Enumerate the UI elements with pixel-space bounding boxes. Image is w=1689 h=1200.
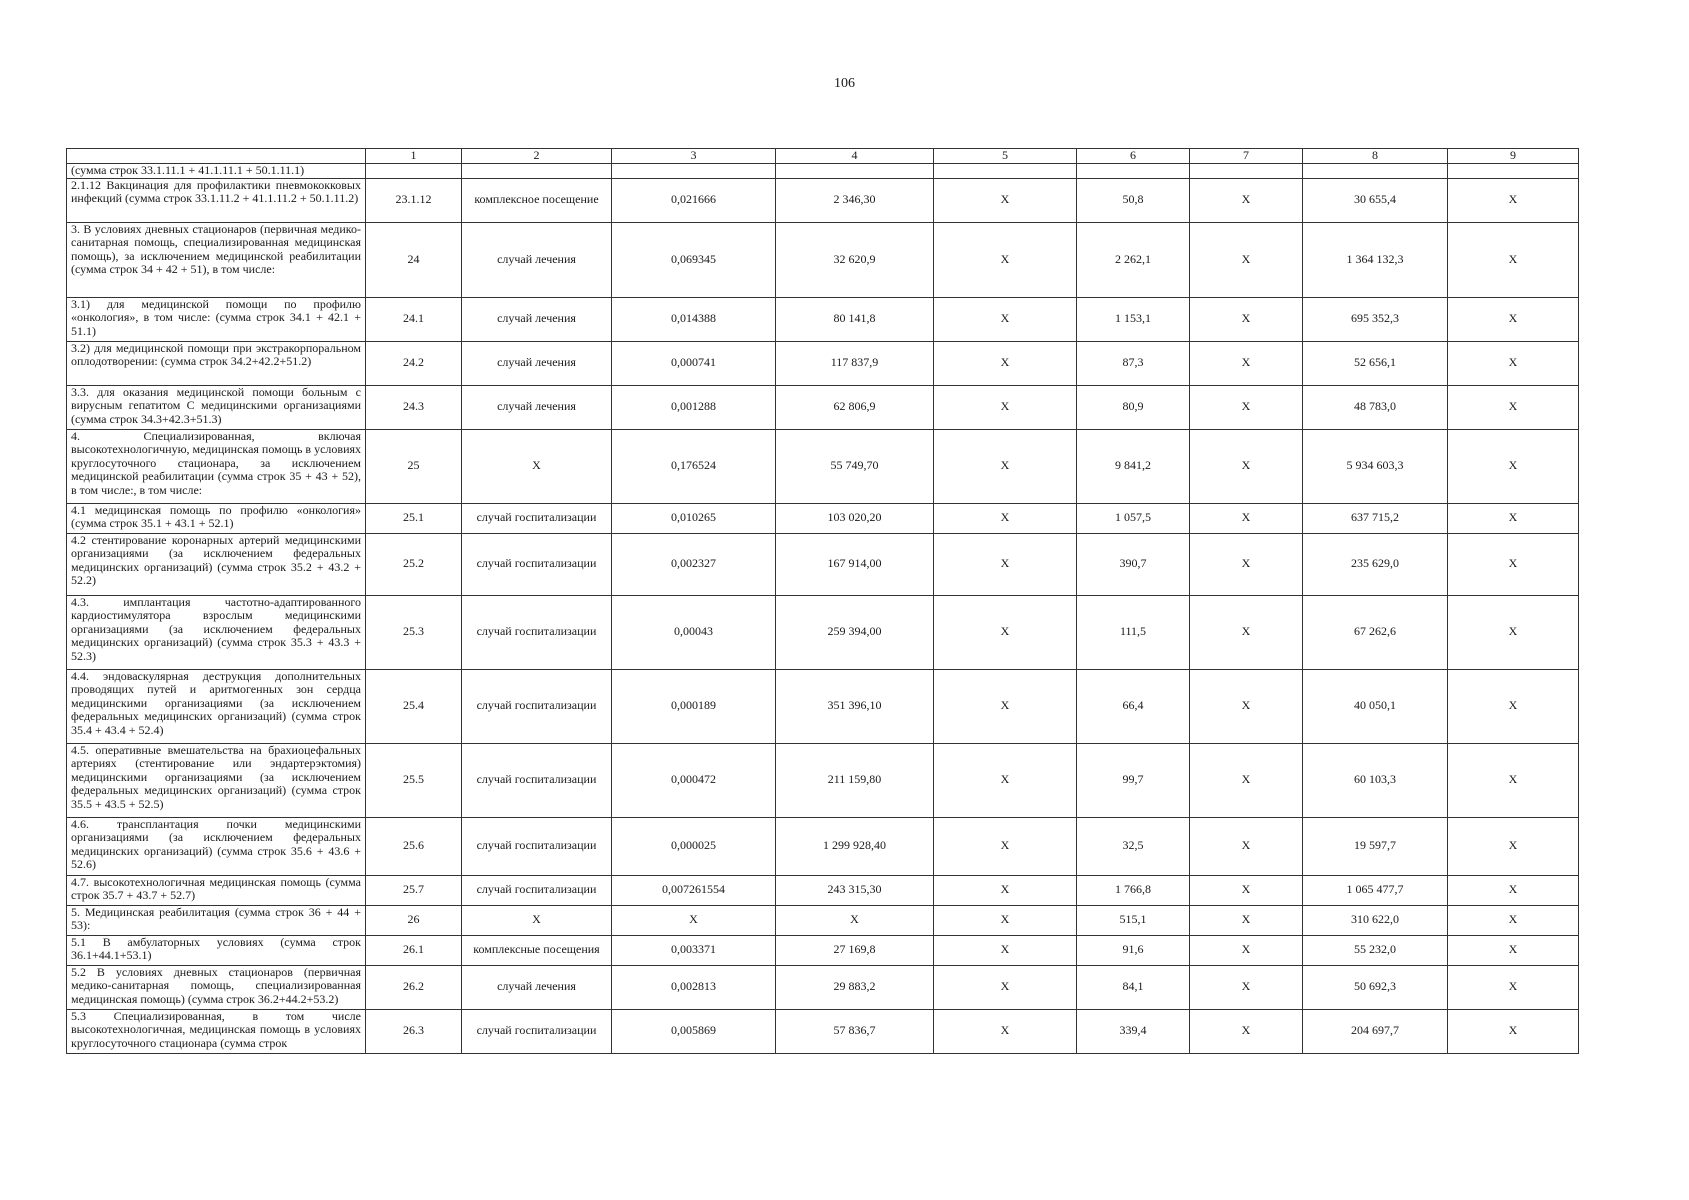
table-cell: X	[1448, 905, 1579, 935]
table-row	[67, 533, 1579, 595]
table-cell: X	[1190, 429, 1303, 503]
table-cell: 80 141,8	[776, 297, 934, 341]
table-cell: случай лечения	[462, 965, 612, 1009]
row-description: 5.1 В амбулаторных условиях (сумма строк 36.1+44.1+53.1)	[67, 935, 366, 965]
table-cell: 167 914,00	[776, 533, 934, 595]
table-cell: 48 783,0	[1303, 385, 1448, 429]
table-cell: 0,010265	[612, 503, 776, 533]
table-cell: X	[934, 935, 1077, 965]
table-cell: X	[1448, 341, 1579, 385]
table-cell: 204 697,7	[1303, 1009, 1448, 1053]
table-cell: X	[1190, 817, 1303, 875]
table-cell: 32,5	[1077, 817, 1190, 875]
row-description: 4.4. эндоваскулярная деструкция дополнительных проводящих путей и аритмогенных зон сердца медицинскими организациями (за исключением федеральных медицинских организаций) (сумма строк 35.4 + 43.4 + 52.4)	[67, 669, 366, 743]
table-cell: 24.3	[366, 385, 462, 429]
table-cell: 50 692,3	[1303, 965, 1448, 1009]
table-cell: X	[934, 905, 1077, 935]
table-row	[67, 595, 1579, 669]
table-cell: 26.1	[366, 935, 462, 965]
table-cell: 25.6	[366, 817, 462, 875]
table-cell: 25.3	[366, 595, 462, 669]
table-cell	[1190, 164, 1303, 179]
table-row	[67, 669, 1579, 743]
table-row	[67, 743, 1579, 817]
table-cell: X	[776, 905, 934, 935]
table-cell	[1303, 164, 1448, 179]
table-cell: 0,003371	[612, 935, 776, 965]
table-cell: X	[934, 669, 1077, 743]
column-header: 3	[612, 149, 776, 164]
row-description: 4.3. имплантация частотно-адаптированного кардиостимулятора взрослым медицинскими организациями (за исключением федеральных медицинских организаций) (сумма строк 35.3 + 43.3 + 52.3)	[67, 595, 366, 669]
table-cell: 695 352,3	[1303, 297, 1448, 341]
column-header	[67, 149, 366, 164]
table-cell: X	[1190, 178, 1303, 222]
table-cell: 1 766,8	[1077, 875, 1190, 905]
table-cell: случай лечения	[462, 341, 612, 385]
table-cell: X	[1190, 385, 1303, 429]
table-cell: 55 232,0	[1303, 935, 1448, 965]
table-cell: 1 364 132,3	[1303, 222, 1448, 297]
table-cell: X	[1448, 178, 1579, 222]
table-row	[67, 817, 1579, 875]
table-cell: 1 299 928,40	[776, 817, 934, 875]
table-row	[67, 385, 1579, 429]
table-cell: случай лечения	[462, 297, 612, 341]
table-cell	[776, 164, 934, 179]
row-description: 3.1) для медицинской помощи по профилю «онкология», в том числе: (сумма строк 34.1 + 42.1 + 51.1)	[67, 297, 366, 341]
row-description: 4. Специализированная, включая высокотехнологичную, медицинская помощь в условиях круглосуточного стационара, за исключением медицинской реабилитации (сумма строк 35 + 43 + 52), в том числе:, в том числе:	[67, 429, 366, 503]
table-cell: X	[1448, 222, 1579, 297]
column-header: 4	[776, 149, 934, 164]
column-header: 1	[366, 149, 462, 164]
table-cell: 32 620,9	[776, 222, 934, 297]
table-cell: 99,7	[1077, 743, 1190, 817]
table-cell: X	[1190, 743, 1303, 817]
table-cell: 66,4	[1077, 669, 1190, 743]
column-header: 8	[1303, 149, 1448, 164]
table-cell: X	[1448, 297, 1579, 341]
table-cell: случай лечения	[462, 385, 612, 429]
table-cell: X	[1190, 595, 1303, 669]
table-cell: X	[934, 297, 1077, 341]
table-cell: X	[934, 341, 1077, 385]
table-cell: 0,000025	[612, 817, 776, 875]
table-cell	[366, 164, 462, 179]
table-cell: 67 262,6	[1303, 595, 1448, 669]
table-cell	[1448, 164, 1579, 179]
table-cell: 60 103,3	[1303, 743, 1448, 817]
table-cell: 84,1	[1077, 965, 1190, 1009]
table-cell: 25.2	[366, 533, 462, 595]
table-cell: X	[1448, 595, 1579, 669]
table-cell: 243 315,30	[776, 875, 934, 905]
table-cell: 0,001288	[612, 385, 776, 429]
table-row	[67, 178, 1579, 222]
row-description: 3.3. для оказания медицинской помощи больным с вирусным гепатитом С медицинскими организациями (сумма строк 34.3+42.3+51.3)	[67, 385, 366, 429]
table-cell: X	[934, 965, 1077, 1009]
table-cell: 0,000189	[612, 669, 776, 743]
table-cell: X	[1190, 341, 1303, 385]
table-cell: X	[934, 178, 1077, 222]
table-row	[67, 965, 1579, 1009]
table-cell: X	[934, 503, 1077, 533]
table-cell: 0,014388	[612, 297, 776, 341]
table-cell: 0,00043	[612, 595, 776, 669]
table-cell: 62 806,9	[776, 385, 934, 429]
table-cell: X	[1448, 817, 1579, 875]
table-cell: случай госпитализации	[462, 533, 612, 595]
page-number: 106	[834, 76, 855, 91]
table-row	[67, 429, 1579, 503]
table-cell: X	[1190, 1009, 1303, 1053]
table-cell: X	[1448, 965, 1579, 1009]
table-cell: 23.1.12	[366, 178, 462, 222]
table-cell: X	[1448, 429, 1579, 503]
table-cell: 103 020,20	[776, 503, 934, 533]
table-cell: 25.5	[366, 743, 462, 817]
column-header: 5	[934, 149, 1077, 164]
row-description: 2.1.12 Вакцинация для профилактики пневмококковых инфекций (сумма строк 33.1.11.2 + 41.1.11.2 + 50.1.11.2)	[67, 178, 366, 222]
table-cell: X	[612, 905, 776, 935]
table-cell: X	[1190, 222, 1303, 297]
table-cell: X	[1448, 669, 1579, 743]
table-cell: 55 749,70	[776, 429, 934, 503]
table-cell: X	[934, 222, 1077, 297]
table-cell: 1 065 477,7	[1303, 875, 1448, 905]
table-cell: X	[462, 429, 612, 503]
table-cell	[1077, 164, 1190, 179]
table-cell: 26	[366, 905, 462, 935]
table-cell: 0,002813	[612, 965, 776, 1009]
table-cell: X	[462, 905, 612, 935]
table-cell: X	[1190, 905, 1303, 935]
table-row	[67, 875, 1579, 905]
table-cell: 235 629,0	[1303, 533, 1448, 595]
table-cell: 27 169,8	[776, 935, 934, 965]
table-cell: 259 394,00	[776, 595, 934, 669]
table-cell: 390,7	[1077, 533, 1190, 595]
table-cell: 0,021666	[612, 178, 776, 222]
table-cell: 50,8	[1077, 178, 1190, 222]
column-header: 2	[462, 149, 612, 164]
table-cell: X	[1190, 935, 1303, 965]
table-cell: 0,000741	[612, 341, 776, 385]
table-row	[67, 164, 1579, 179]
table-cell: случай госпитализации	[462, 503, 612, 533]
table-cell: случай госпитализации	[462, 817, 612, 875]
row-description: 4.7. высокотехнологичная медицинская помощь (сумма строк 35.7 + 43.7 + 52.7)	[67, 875, 366, 905]
table-cell: случай госпитализации	[462, 595, 612, 669]
table-cell: X	[1448, 503, 1579, 533]
table-row	[67, 935, 1579, 965]
table-cell: 80,9	[1077, 385, 1190, 429]
table-cell: 637 715,2	[1303, 503, 1448, 533]
table-row	[67, 503, 1579, 533]
table-cell: X	[934, 743, 1077, 817]
table-cell: 351 396,10	[776, 669, 934, 743]
table-cell: 19 597,7	[1303, 817, 1448, 875]
table-cell: 2 346,30	[776, 178, 934, 222]
table-cell: X	[934, 385, 1077, 429]
table-cell: 5 934 603,3	[1303, 429, 1448, 503]
table-cell: 339,4	[1077, 1009, 1190, 1053]
table-cell: 0,176524	[612, 429, 776, 503]
column-header: 6	[1077, 149, 1190, 164]
table-cell: 0,000472	[612, 743, 776, 817]
table-cell: 1 153,1	[1077, 297, 1190, 341]
table-cell: X	[1190, 669, 1303, 743]
table-row	[67, 905, 1579, 935]
table-cell: X	[1448, 875, 1579, 905]
column-header: 9	[1448, 149, 1579, 164]
table-cell: X	[934, 533, 1077, 595]
table-row	[67, 222, 1579, 297]
table-cell: X	[1190, 875, 1303, 905]
table-cell: 0,002327	[612, 533, 776, 595]
table-row	[67, 297, 1579, 341]
column-header: 7	[1190, 149, 1303, 164]
row-description: 3. В условиях дневных стационаров (первичная медико-санитарная помощь, специализированная медицинская помощь), за исключением медицинской реабилитации (сумма строк 34 + 42 + 51), в том числе:	[67, 222, 366, 297]
table-cell: 87,3	[1077, 341, 1190, 385]
row-description: 3.2) для медицинской помощи при экстракорпоральном оплодотворении: (сумма строк 34.2+42.2+51.2)	[67, 341, 366, 385]
table-row	[67, 341, 1579, 385]
table-cell: случай госпитализации	[462, 743, 612, 817]
table-cell: 25.1	[366, 503, 462, 533]
table-cell: 211 159,80	[776, 743, 934, 817]
row-description: (сумма строк 33.1.11.1 + 41.1.11.1 + 50.1.11.1)	[67, 164, 366, 179]
row-description: 5.3 Специализированная, в том числе высокотехнологичная, медицинская помощь в условиях круглосуточного стационара (сумма строк	[67, 1009, 366, 1053]
table-cell: 57 836,7	[776, 1009, 934, 1053]
table-cell: 24.1	[366, 297, 462, 341]
row-description: 4.5. оперативные вмешательства на брахиоцефальных артериях (стентирование или эндартерэктомия) медицинскими организациями (за исключением федеральных медицинских организаций) (сумма строк 35.5 + 43.5 + 52.5)	[67, 743, 366, 817]
table-cell: 515,1	[1077, 905, 1190, 935]
table-cell: 9 841,2	[1077, 429, 1190, 503]
table-cell: 30 655,4	[1303, 178, 1448, 222]
table-cell: случай госпитализации	[462, 875, 612, 905]
table-cell: случай госпитализации	[462, 1009, 612, 1053]
table-cell: X	[1190, 503, 1303, 533]
row-description: 5.2 В условиях дневных стационаров (первичная медико-санитарная помощь, специализированная медицинская помощь) (сумма строк 36.2+44.2+53.2)	[67, 965, 366, 1009]
table-cell: 26.3	[366, 1009, 462, 1053]
table-cell: X	[1448, 1009, 1579, 1053]
row-description: 5. Медицинская реабилитация (сумма строк 36 + 44 + 53):	[67, 905, 366, 935]
table-cell: 25	[366, 429, 462, 503]
table-cell: случай госпитализации	[462, 669, 612, 743]
row-description: 4.1 медицинская помощь по профилю «онкология» (сумма строк 35.1 + 43.1 + 52.1)	[67, 503, 366, 533]
table-cell: 25.4	[366, 669, 462, 743]
table-cell: 111,5	[1077, 595, 1190, 669]
table-cell: 0,069345	[612, 222, 776, 297]
table-cell: X	[934, 595, 1077, 669]
table-cell: 26.2	[366, 965, 462, 1009]
table-cell: 52 656,1	[1303, 341, 1448, 385]
table-cell: 2 262,1	[1077, 222, 1190, 297]
table-cell: 25.7	[366, 875, 462, 905]
table-cell: 24	[366, 222, 462, 297]
table-cell: 310 622,0	[1303, 905, 1448, 935]
table-cell: X	[1190, 965, 1303, 1009]
table-cell: X	[934, 429, 1077, 503]
table-cell: 0,007261554	[612, 875, 776, 905]
table-cell: X	[934, 817, 1077, 875]
table-cell: X	[934, 875, 1077, 905]
table-header	[67, 149, 1579, 164]
table-cell: 1 057,5	[1077, 503, 1190, 533]
table-cell: X	[1448, 935, 1579, 965]
table-cell: комплексное посещение	[462, 178, 612, 222]
table-cell	[612, 164, 776, 179]
table-cell: X	[1448, 533, 1579, 595]
table-cell: 24.2	[366, 341, 462, 385]
row-description: 4.6. трансплантация почки медицинскими организациями (за исключением федеральных медицинских организаций) (сумма строк 35.6 + 43.6 + 52.6)	[67, 817, 366, 875]
table-body	[67, 164, 1579, 1054]
table-cell	[462, 164, 612, 179]
table-cell: X	[1448, 743, 1579, 817]
table-cell: X	[1190, 533, 1303, 595]
table-cell: 0,005869	[612, 1009, 776, 1053]
data-table	[66, 148, 1579, 1054]
table-cell: X	[934, 1009, 1077, 1053]
table-cell: 29 883,2	[776, 965, 934, 1009]
table-cell: комплексные посещения	[462, 935, 612, 965]
table-cell: случай лечения	[462, 222, 612, 297]
table-row	[67, 1009, 1579, 1053]
table-cell	[934, 164, 1077, 179]
table-cell: 40 050,1	[1303, 669, 1448, 743]
table-cell: X	[1190, 297, 1303, 341]
table-cell: X	[1448, 385, 1579, 429]
row-description: 4.2 стентирование коронарных артерий медицинскими организациями (за исключением федеральных медицинских организаций) (сумма строк 35.2 + 43.2 + 52.2)	[67, 533, 366, 595]
table-cell: 117 837,9	[776, 341, 934, 385]
table-cell: 91,6	[1077, 935, 1190, 965]
